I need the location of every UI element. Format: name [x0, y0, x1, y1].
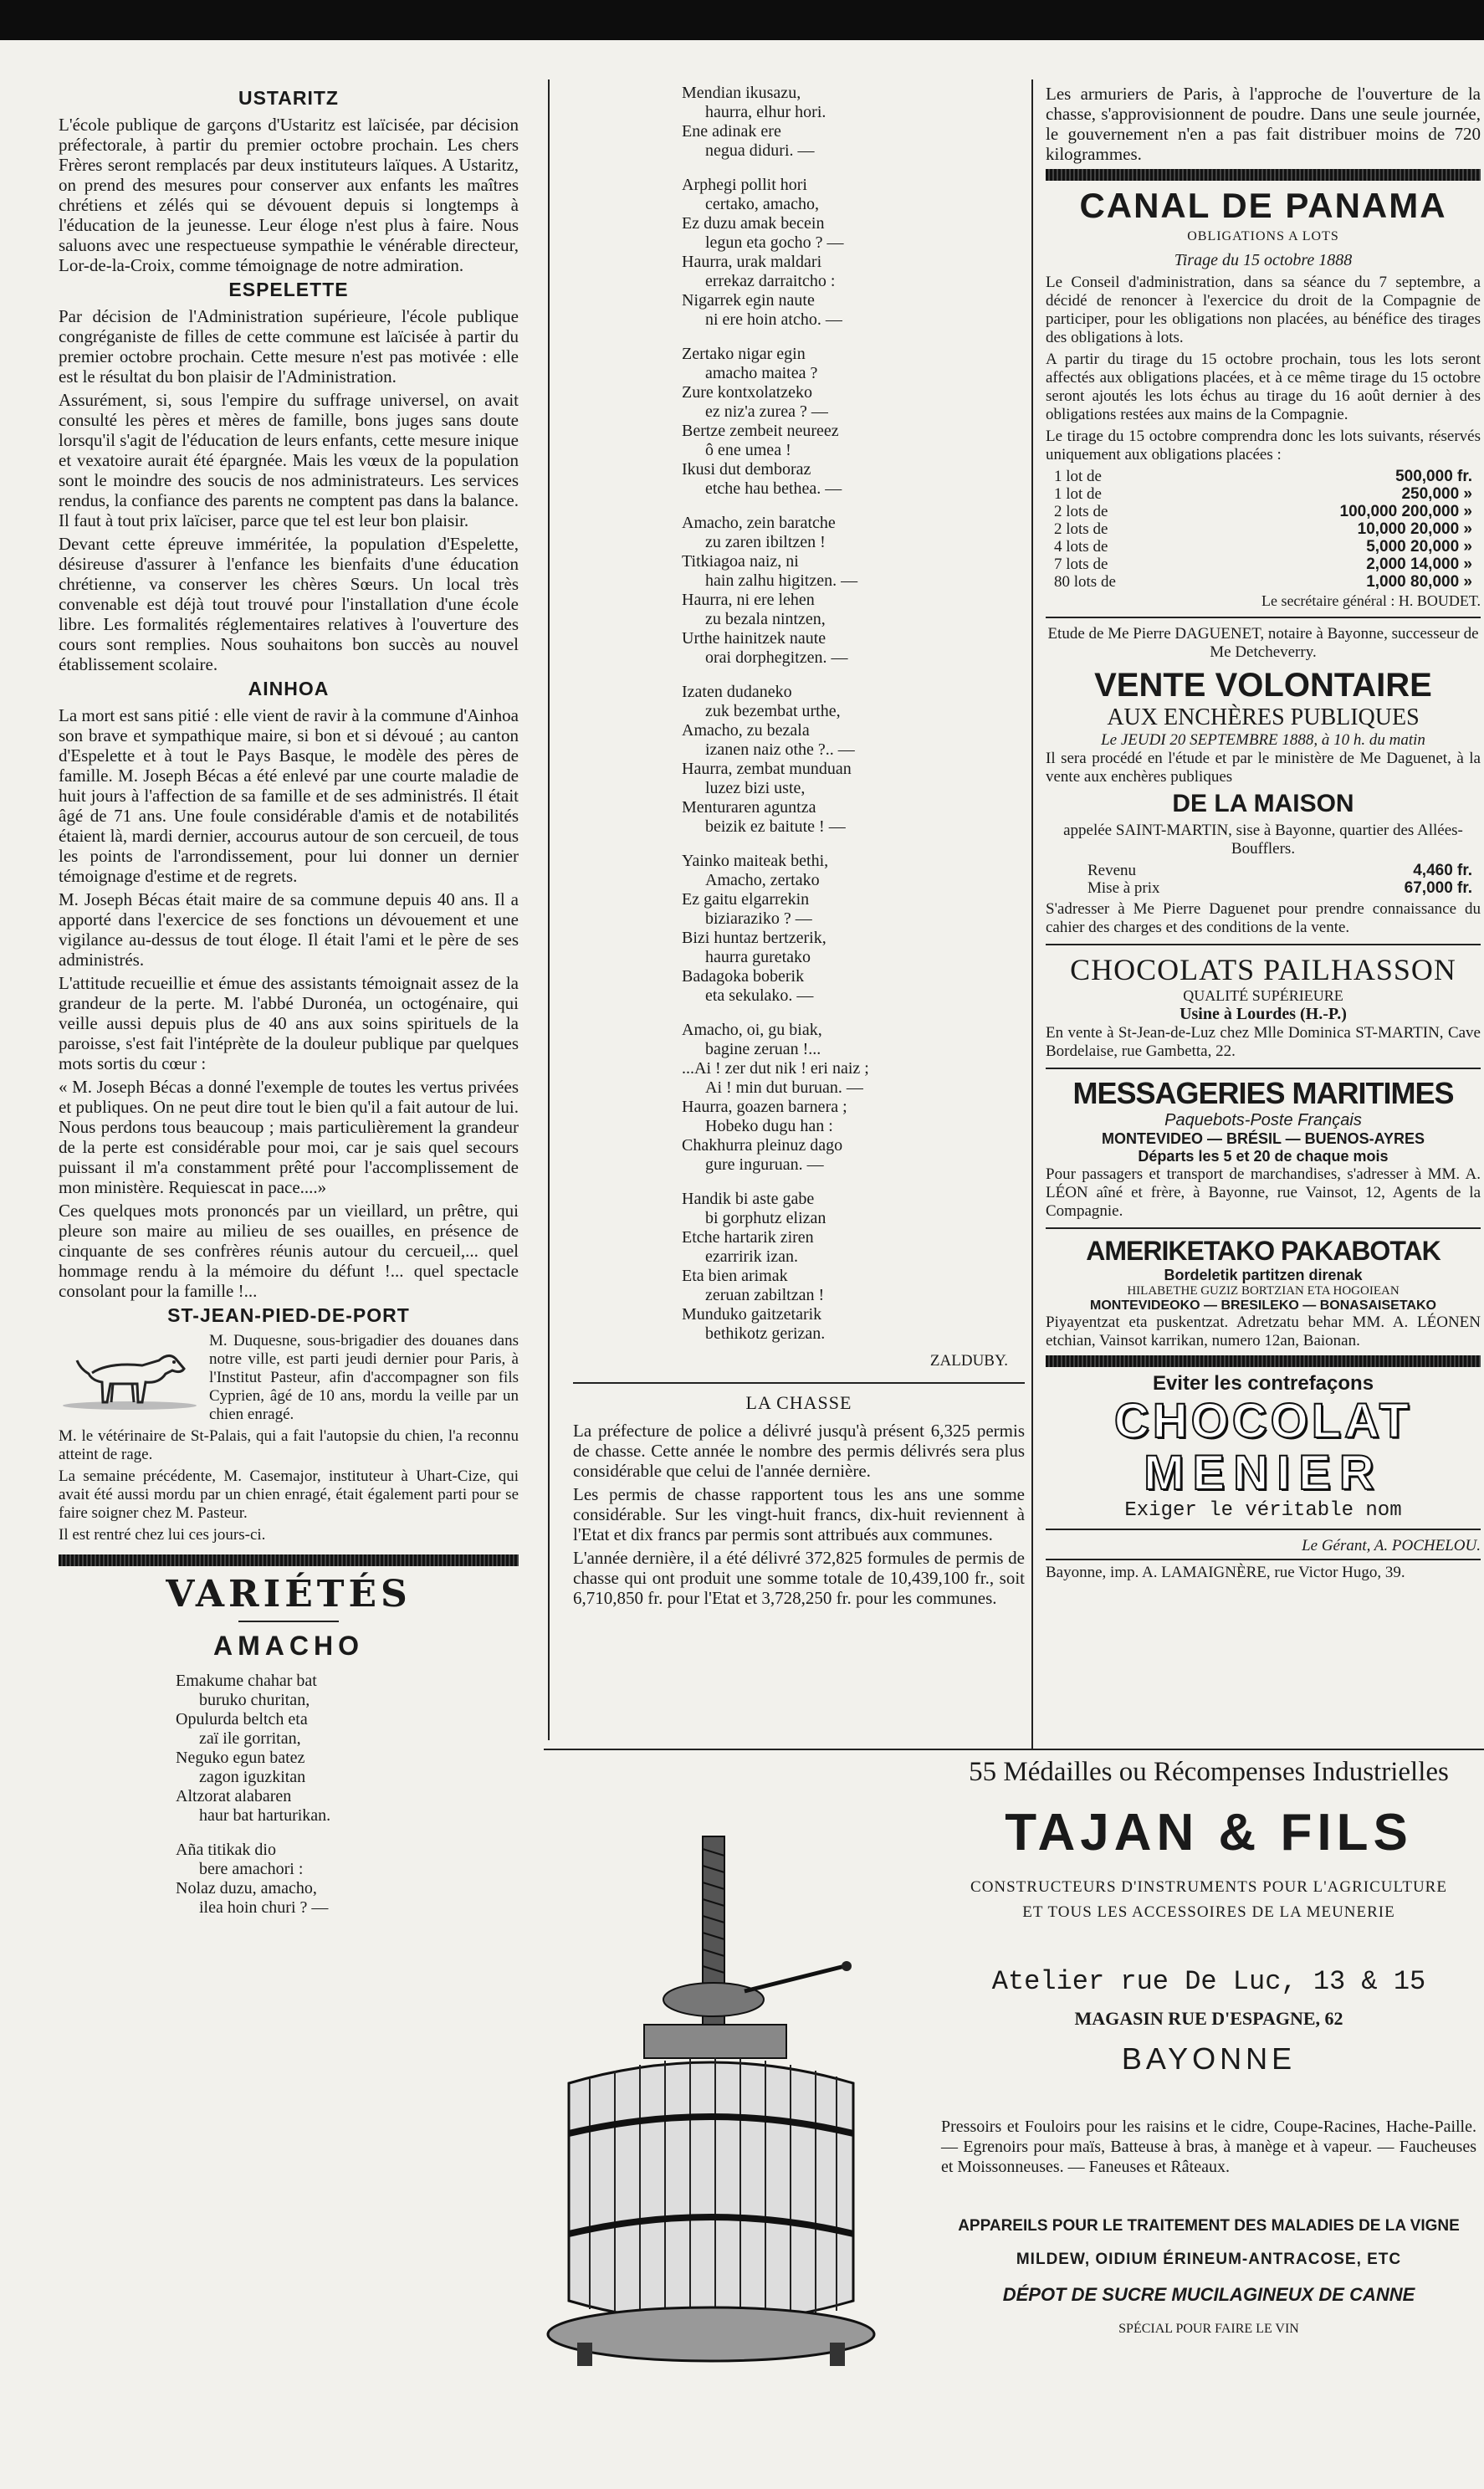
panama-subtitle: OBLIGATIONS A LOTS [1187, 229, 1339, 243]
article-paragraph: L'année dernière, il a été délivré 372,825 formules de permis de chasse qui ont produit une somme totale de 10,439,100 fr., soit 6,710,850 fr. pour l'Etat et 3,728,250 fr. pour les communes. [573, 1548, 1025, 1608]
poem-line: Zertako nigar egin [682, 345, 806, 363]
title-underline [238, 1621, 339, 1622]
article-paragraph: M. Joseph Bécas était maire de sa commune depuis 40 ans. Il a apporté dans l'exercice de ses fonctions un dévouement et une vigilance au-dessus de tout éloge. Il était l'ami et le père de ses administrés. [59, 889, 519, 970]
poem-line: Emakume chahar bat [176, 1672, 317, 1690]
poem-line: haurra guretako [705, 948, 811, 966]
chocolats-title: CHOCOLATS PAILHASSON [1070, 953, 1456, 986]
section-divider [59, 1554, 519, 1566]
section-title-ustaritz: USTARITZ [238, 87, 339, 109]
section-divider [1046, 1355, 1481, 1367]
article-paragraph: Devant cette épreuve imméritée, la population d'Espelette, désireuse d'assurer à l'enfance les bienfaits d'une éducation chrétienne, va conserver les chères Sœurs. Un local très convenable est déjà tout trouvé pour l'installation d'une école libre. Les formalités réglementaires relatives à l'ouverture des cours sont remplies. Nous souhaitons bon succès au nouvel établissement scolaire. [59, 534, 519, 674]
messageries-route: MONTEVIDEO — BRÉSIL — BUENOS-AYRES [1101, 1130, 1425, 1147]
prize-row: 2 lots de 100,000 200,000 » [1054, 503, 1472, 520]
poem-line: hain zalhu higitzen. — [705, 571, 858, 590]
poem-line: zaï ile gorritan, [199, 1729, 301, 1748]
poem-line: Nigarrek egin naute [682, 291, 815, 310]
article-paragraph: En vente à St-Jean-de-Luz chez Mlle Dominica ST-MARTIN, Cave Bordelaise, rue Gambetta, 22. [1046, 1024, 1481, 1060]
ad-medals: 55 Médailles ou Récompenses Industrielles [969, 1757, 1449, 1787]
messageries-title: MESSAGERIES MARITIMES [1072, 1076, 1454, 1110]
ameriketako-line: HILABETHE GUZIZ BORTZIAN ETA HOGOIEAN [1127, 1284, 1400, 1298]
poem-stanza [176, 1841, 519, 1918]
article-paragraph: La préfecture de police a délivré jusqu'à présent 6,325 permis de chasse. Cette année le nombre des permis délivrés sera plus considérable que celui de l'année dernière. [573, 1421, 1025, 1481]
poem-line: Ai ! min dut buruan. — [705, 1078, 863, 1097]
poem-line: Haurra, ni ere lehen [682, 591, 815, 609]
article-paragraph: La mort est sans pitié : elle vient de ravir à la commune d'Ainhoa son brave et sympathique maire, si bon et si dévoué ; au canton d'Espelette et à tout le Pays Basque, le modèle des pères de famille. M. Joseph Bécas a été enlevé par une courte maladie de huit jours à l'affection de sa famille et de ses administrés. Il était âgé de 71 ans. Une foule considérable d'amis et de notabilités étaient là, mardi dernier, accourus autour de son cercueil, de tous les points de l'arrondissement, pour lui donner un dernier témoignage d'estime et de regrets. [59, 705, 519, 886]
section-title-st-jean: ST-JEAN-PIED-DE-PORT [167, 1304, 410, 1326]
poem-line: ...Ai ! zer dut nik ! eri naiz ; [682, 1059, 869, 1078]
messageries-subtitle: Paquebots-Poste Français [1164, 1111, 1362, 1129]
prize-row: 2 lots de 10,000 20,000 » [1054, 520, 1472, 538]
article-paragraph: L'école publique de garçons d'Ustaritz est laïcisée, par décision préfectorale, à partir du premier octobre prochain. Les chers Frères seront remplacés par deux instituteurs laïques. A Ustaritz, on prend des mesures pour conserver aux enfants les maîtres chrétiens et zélés qui se dévouent depuis si longtemps à l'éducation de la jeunesse. Leur éloge n'est plus à faire. Nous saluons avec une respectueuse sympathie le vénérable directeur, Lor-de-la-Croix, comme témoignage de notre admiration. [59, 115, 519, 275]
article-paragraph: S'adresser à Me Pierre Daguenet pour prendre connaissance du cahier des charges et des conditions de la vente. [1046, 900, 1481, 936]
poem-line: ez niz'a zurea ? — [705, 402, 828, 421]
article-paragraph: La semaine précédente, M. Casemajor, instituteur à Uhart-Cize, qui avait été aussi mordu par un chien enragé, était également parti pour se faire soigner chez M. Pasteur. [59, 1467, 519, 1522]
ameriketako-title: AMERIKETAKO PAKABOTAK [1086, 1236, 1441, 1266]
poem-line: Etche hartarik ziren [682, 1228, 814, 1247]
article-paragraph: Le tirage du 15 octobre comprendra donc les lots suivants, réservés uniquement aux obligations placées : [1046, 428, 1481, 463]
column-rule [548, 79, 550, 1740]
prize-row: 7 lots de 2,000 14,000 » [1054, 556, 1472, 573]
poem-line: Menturaren aguntza [682, 798, 816, 817]
prize-row: 1 lot de 500,000 fr. [1054, 468, 1472, 485]
column-right [1046, 84, 1481, 1757]
poem-line: Badagoka boberik [682, 967, 805, 986]
poem-line: legun eta gocho ? — [705, 233, 844, 252]
ameriketako-subtitle: Bordeletik partitzen direnak [1164, 1267, 1363, 1283]
menier-name: MENIER [1144, 1446, 1383, 1500]
poem-line: bethikotz gerizan. [705, 1324, 826, 1343]
poem-line: etche hau bethea. — [705, 479, 842, 498]
poem-line: haurra, elhur hori. [705, 103, 826, 121]
ad-special: SPÉCIAL POUR FAIRE LE VIN [1118, 2322, 1299, 2336]
poem-line: Neguko egun batez [176, 1749, 305, 1767]
section-divider [573, 1382, 1025, 1384]
ad-line1: CONSTRUCTEURS D'INSTRUMENTS POUR L'AGRICULTURE [970, 1878, 1447, 1896]
poem-line: Haurra, urak maldari [682, 253, 822, 271]
vente-title: VENTE VOLONTAIRE [1094, 667, 1432, 704]
article-paragraph: M. le vétérinaire de St-Palais, qui a fait l'autopsie du chien, l'a reconnu atteint de rage. [59, 1427, 519, 1463]
prize-row: 80 lots de 1,000 80,000 » [1054, 573, 1472, 591]
column-middle [573, 84, 1025, 1749]
vente-date: Le JEUDI 20 SEPTEMBRE 1888, à 10 h. du matin [1101, 731, 1425, 749]
section-divider [1046, 1227, 1481, 1229]
poem-line: ni ere hoin atcho. — [705, 310, 842, 329]
ad-magasin: MAGASIN RUE D'ESPAGNE, 62 [1074, 2008, 1343, 2029]
section-divider [1046, 169, 1481, 181]
poem-line: Chakhurra pleinuz dago [682, 1136, 843, 1155]
poem-line: Ene adinak ere [682, 122, 781, 141]
poem-line: Amacho, zu bezala [682, 721, 810, 740]
article-paragraph: A partir du tirage du 15 octobre prochain, tous les lots seront affectés aux obligations placées, et à ce même tirage du 15 octobre seront ajoutés les lots échus au tirage du 16 août dernier à des obligations restées aux mains de la Compagnie. [1046, 351, 1481, 423]
poem-line: certako, amacho, [705, 195, 820, 213]
article-paragraph: Piyayentzat eta puskentzat. Adretzatu behar MM. A. LÉONEN etchian, Vainsot karrikan, numero 12an, Baionan. [1046, 1314, 1481, 1349]
poem-line: gure inguruan. — [705, 1155, 824, 1174]
poem-line: eta sekulako. — [705, 986, 814, 1005]
chocolats-usine: Usine à Lourdes (H.-P.) [1180, 1005, 1347, 1023]
etude-notaire: Etude de Me Pierre DAGUENET, notaire à Bayonne, successeur de Me Detcheverry. [1047, 625, 1479, 661]
poem-line: Arphegi pollit hori [682, 176, 807, 194]
section-divider [1046, 617, 1481, 618]
poem-line: zeruan zabiltzan ! [705, 1286, 825, 1304]
article-paragraph: Les armuriers de Paris, à l'approche de l'ouverture de la chasse, s'approvisionnent de poudre. Dans une seule journée, le gouvernement n'en a pas fait distribuer moins de 720 kilogrammes. [1046, 84, 1481, 164]
ad-line2: ET TOUS LES ACCESSOIRES DE LA MEUNERIE [1022, 1903, 1395, 1921]
panama-title: CANAL DE PANAMA [1079, 186, 1447, 225]
poem-line: Urthe hainitzek naute [682, 629, 826, 648]
poem-line: bi gorphutz elizan [705, 1209, 826, 1227]
column-left [59, 84, 519, 2476]
poem-line: Handik bi aste gabe [682, 1190, 815, 1208]
menier-chocolat: CHOCOLAT [1113, 1394, 1413, 1448]
poem-line: Zure kontxolatzeko [682, 383, 813, 402]
article-paragraph: Par décision de l'Administration supérieure, l'école publique congréganiste de filles de cette commune est laïcisée à partir du premier octobre prochain. Cette mesure n'est pas motivée : elle est le résultat du bon plaisir de l'Administration. [59, 306, 519, 387]
poem-line: Ez duzu amak becein [682, 214, 825, 233]
menier-bottom: Exiger le véritable nom [1124, 1499, 1402, 1522]
poem-line: orai dorphegitzen. — [705, 648, 848, 667]
section-title-ainhoa: AINHOA [248, 678, 330, 699]
poem-line: bere amachori : [199, 1860, 304, 1878]
poem-line: Amacho, zertako [705, 871, 820, 889]
poem-author: ZALDUBY. [929, 1352, 1008, 1370]
poem-line: luzez bizi uste, [705, 779, 806, 797]
poem-line: Opulurda beltch eta [176, 1710, 308, 1728]
column-rule [1031, 79, 1033, 1749]
prize-list [1046, 468, 1481, 591]
maison-title: DE LA MAISON [1172, 790, 1354, 817]
poem-line: zagon iguzkitan [199, 1768, 306, 1786]
ad-products: Pressoirs et Fouloirs pour les raisins et le cidre, Coupe-Racines, Hache-Paille. — Egrenoirs pour maïs, Batteuse à bras, à manège et à vapeur. — Faucheuses et Moissonneuses. — Faneuses et Râteaux. [941, 2118, 1476, 2176]
varietes-title: VARIÉTÉS [166, 1573, 412, 1616]
poem-line: Aña titikak dio [176, 1841, 276, 1859]
poem-title: AMACHO [213, 1631, 364, 1661]
poem-stanza [176, 1672, 519, 1826]
gerant: Le Gérant, A. POCHELOU. [1302, 1537, 1481, 1554]
ad-title: TAJAN & FILS [1005, 1804, 1413, 1862]
article-paragraph: Les permis de chasse rapportent tous les ans une somme considérable. Sur les vingt-huit francs, dix-huit reviennent à l'Etat et dix francs par permis sont attribués aux communes. [573, 1484, 1025, 1544]
poem-line: Nolaz duzu, amacho, [176, 1879, 317, 1897]
article-paragraph: Ces quelques mots prononcés par un vieillard, un prêtre, qui pleure son maire au milieu de ses ouailles, en présence de cinquante de ses confrères réunis autour du cercueil,... quel hommage rendu à la mémoire du défunt !... quel spectacle consolant pour la famille !... [59, 1201, 519, 1301]
poem-line: zuk bezembat urthe, [705, 702, 841, 720]
poem-line: haur bat harturikan. [199, 1806, 331, 1825]
ad-depot: DÉPOT DE SUCRE MUCILAGINEUX DE CANNE [1002, 2284, 1415, 2305]
section-title-chasse: LA CHASSE [745, 1392, 852, 1413]
poem-line: Altzorat alabaren [176, 1787, 292, 1805]
section-divider [1046, 1068, 1481, 1069]
ad-atelier: Atelier rue De Luc, 13 & 15 [991, 1966, 1426, 1997]
section-divider [1046, 1529, 1481, 1530]
wine-press-illustration-icon [544, 1832, 878, 2368]
article-paragraph: Pour passagers et transport de marchandises, s'adresser à MM. A. LÉON aîné et frère, à Bayonne, rue Vainsot, 12, Agents de la Compagnie. [1046, 1165, 1481, 1220]
poem-line: zu bezala nintzen, [705, 610, 826, 628]
top-black-border [0, 0, 1484, 40]
panama-tirage: Tirage du 15 octobre 1888 [1174, 251, 1353, 269]
poem-line: Eta bien arimak [682, 1267, 788, 1285]
poem-line: Bizi huntaz bertzerik, [682, 929, 826, 947]
mise-a-prix-row: Mise à prix 67,000 fr. [1087, 879, 1472, 897]
article-paragraph: Il est rentré chez lui ces jours-ci. [59, 1526, 266, 1544]
imprimeur: Bayonne, imp. A. LAMAIGNÈRE, rue Victor Hugo, 39. [1046, 1564, 1405, 1581]
dog-illustration-icon [59, 1335, 201, 1411]
poem-line: Amacho, zein baratche [682, 514, 836, 532]
poem-part-1 [59, 1672, 519, 1918]
article-paragraph: Assurément, si, sous l'empire du suffrage universel, on avait consulté les pères et mères de famille, bons juges sans doute lorsqu'il s'agit de l'éducation de leurs enfants, cette mesure inique et vexatoire aurait été épargnée. Mais les vœux de la population sont le moindre des soucis de nos administrateurs. Les services rendus, la confiance des parents ne comptent pas dans la balance. Il faut à tout prix laïciser, parce que tel est leur bon plaisir. [59, 390, 519, 530]
poem-line: buruko churitan, [199, 1691, 310, 1709]
poem-line: biziaraziko ? — [705, 909, 812, 928]
ad-city: BAYONNE [1121, 2041, 1297, 2076]
tajan-advertisement [544, 1749, 1484, 2468]
poem-line: ilea hoin churi ? — [199, 1898, 329, 1917]
poem-line: Haurra, goazen barnera ; [682, 1098, 847, 1116]
poem-line: Munduko gaitzetarik [682, 1305, 822, 1324]
ad-mildew: MILDEW, OIDIUM ÉRINEUM-ANTRACOSE, ETC [1016, 2251, 1402, 2268]
poem-line: Ikusi dut demboraz [682, 460, 811, 479]
poem-line: izanen naiz othe ?.. — [705, 740, 855, 759]
article-paragraph: « M. Joseph Bécas a donné l'exemple de toutes les vertus privées et publiques. On ne peut dire tout le bien qu'il a fait autour de lui. Nous perdons tous beaucoup ; mais particulièrement la grandeur de la perte est considérable pour moi, car je sais quel secours puissant il m'a constamment prêté pour l'accomplissement de mon ministère. Requiescat in pace....» [59, 1077, 519, 1197]
article-paragraph: Il sera procédé en l'étude et par le ministère de Me Daguenet, à la vente aux enchères publiques [1046, 750, 1481, 786]
prize-row: 4 lots de 5,000 20,000 » [1054, 538, 1472, 556]
article-paragraph: Le Conseil d'administration, dans sa séance du 7 septembre, a décidé de renoncer à l'exercice du droit de la Compagnie de participer, pour les obligations non placées, au bénéfice des tirages des obligations à lots. [1046, 274, 1481, 346]
poem-line: Titkiagoa naiz, ni [682, 552, 799, 571]
section-divider [1046, 944, 1481, 945]
vente-subtitle: AUX ENCHÈRES PUBLIQUES [1107, 704, 1420, 730]
poem-line: Bertze zembeit neureez [682, 422, 839, 440]
ad-appareils: APPAREILS POUR LE TRAITEMENT DES MALADIES DE LA VIGNE [958, 2217, 1460, 2235]
poem-line: errekaz darraitcho : [705, 272, 836, 290]
panama-signature: Le secrétaire général : H. BOUDET. [1261, 592, 1481, 609]
poem-part-2 [573, 84, 1025, 1344]
poem-line: bagine zeruan !... [705, 1040, 821, 1058]
poem-line: Amacho, oi, gu biak, [682, 1021, 822, 1039]
poem-line: Yainko maiteak bethi, [682, 852, 829, 870]
messageries-departs: Départs les 5 et 20 de chaque mois [1138, 1148, 1389, 1165]
poem-line: Izaten dudaneko [682, 683, 792, 701]
article-paragraph: appelée SAINT-MARTIN, sise à Bayonne, quartier des Allées-Boufflers. [1063, 822, 1463, 858]
poem-line: Hobeko dugu han : [705, 1117, 833, 1135]
prize-row: 1 lot de 250,000 » [1054, 485, 1472, 503]
article-paragraph: M. Duquesne, sous-brigadier des douanes dans notre ville, est parti jeudi dernier pour Paris, à l'Institut Pasteur, afin d'accompagner son fils Cyprien, âgé de 10 ans, mordu la veille par un chien enragé. [209, 1332, 519, 1423]
chocolats-subtitle: QUALITÉ SUPÉRIEURE [1183, 987, 1343, 1004]
poem-line: Mendian ikusazu, [682, 84, 801, 102]
poem-line: ô ene umea ! [705, 441, 791, 459]
section-divider [1046, 1559, 1481, 1560]
ameriketako-route: MONTEVIDEOKO — BRESILEKO — BONASAISETAKO [1090, 1298, 1436, 1313]
article-paragraph: L'attitude recueillie et émue des assistants témoignait assez de la grandeur de la perte. M. l'abbé Duronéa, un octogénaire, qui veille aussi depuis plus de 40 ans aux soins spirituels de la paroisse, s'est fait l'intéprète de la douleur publique par quelques mots sortis du cœur : [59, 973, 519, 1073]
menier-top: Eviter les contrefaçons [1152, 1372, 1374, 1395]
poem-line: Haurra, zembat munduan [682, 760, 852, 778]
poem-line: ezarririk izan. [705, 1247, 799, 1266]
revenu-row: Revenu 4,460 fr. [1087, 862, 1472, 879]
poem-line: Ez gaitu elgarrekin [682, 890, 810, 909]
section-title-espelette: ESPELETTE [228, 279, 349, 300]
poem-line: zu zaren ibiltzen ! [705, 533, 826, 551]
poem-line: negua diduri. — [705, 141, 815, 160]
poem-line: beizik ez baitute ! — [705, 817, 846, 836]
poem-line: amacho maitea ? [705, 364, 818, 382]
